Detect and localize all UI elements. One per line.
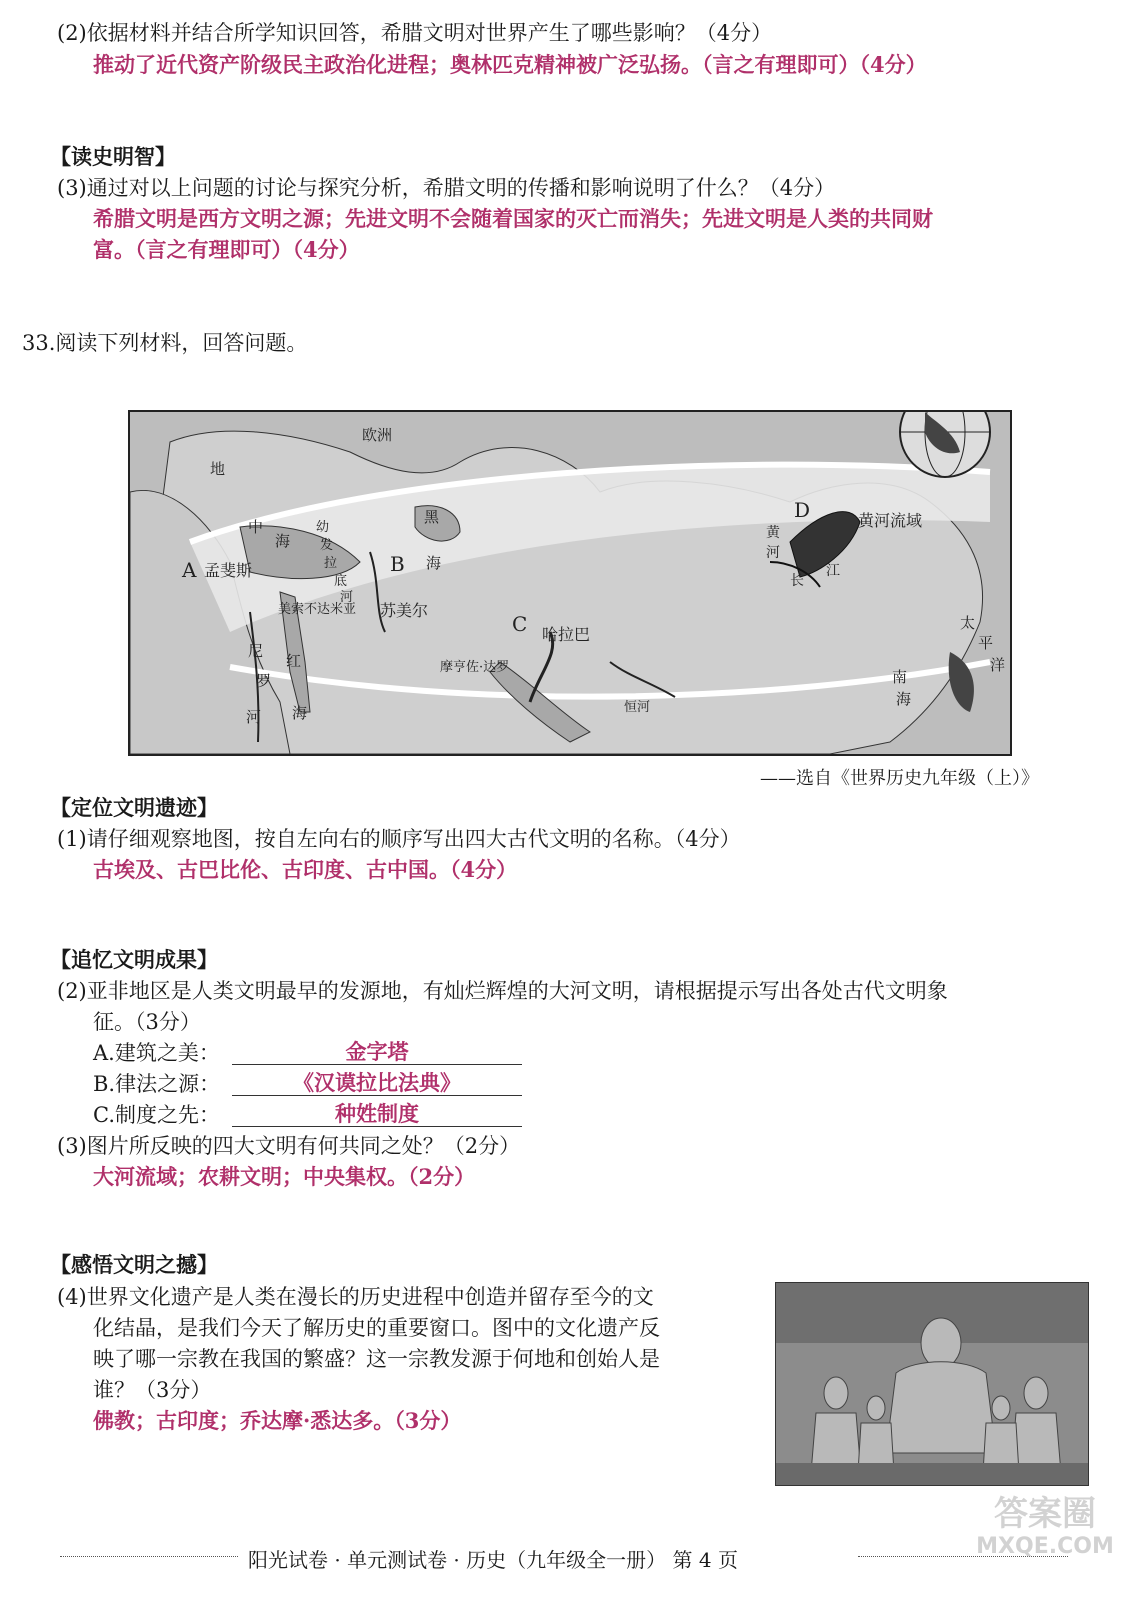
q33-1-answer: 古埃及、古巴比伦、古印度、古中国。（4分） — [93, 857, 518, 882]
map-label-ni: 尼 — [248, 642, 264, 660]
fill-a-answer: 金字塔 — [345, 1039, 409, 1064]
section-heading-ganwu: 【感悟文明之撼】 — [50, 1252, 218, 1277]
watermark-logo — [970, 1494, 1120, 1560]
map-label-chang: 长 — [790, 573, 804, 589]
map-label-la: 拉 — [324, 556, 338, 571]
map-label-jiang: 江 — [826, 563, 840, 579]
map-label-hai4: 海 — [896, 690, 912, 708]
map-label-he: 河 — [340, 590, 354, 605]
map-label-hei: 黑 — [424, 508, 440, 526]
map-label-you: 幼 — [316, 520, 330, 535]
map-label-hong: 红 — [286, 652, 302, 670]
fill-b-blank — [232, 1069, 522, 1096]
map-label-europe: 欧洲 — [362, 426, 393, 444]
q33-4-question-line1: (4)世界文化遗产是人类在漫长的历史进程中创造并留存至今的文 — [57, 1285, 654, 1309]
section-heading-dushi: 【读史明智】 — [50, 144, 176, 169]
q32-3-answer-line1: 希腊文明是西方文明之源；先进文明不会随着国家的灭亡而消失；先进文明是人类的共同财 — [93, 206, 933, 231]
q32-3-question: (3)通过对以上问题的讨论与探究分析，希腊文明的传播和影响说明了什么？（4分） — [57, 176, 836, 200]
map-label-huang: 黄 — [766, 525, 780, 541]
fill-b-answer: 《汉谟拉比法典》 — [293, 1070, 461, 1095]
map-label-mohenjo-daro: 摩亨佐·达罗 — [440, 660, 510, 675]
map-label-tai: 太 — [960, 614, 976, 632]
map-label-harappa: 哈拉巴 — [542, 625, 591, 644]
map-label-ping: 平 — [978, 634, 994, 652]
q33-title: 33.阅读下列材料，回答问题。 — [22, 331, 308, 355]
map-label-ganges: 恒河 — [624, 700, 651, 715]
map-label-he3: 河 — [766, 545, 780, 561]
map-label-he2: 河 — [246, 708, 262, 726]
map-marker-d: D — [794, 498, 811, 522]
q33-4-answer: 佛教；古印度；乔达摩·悉达多。（3分） — [93, 1408, 462, 1433]
fill-c-blank — [232, 1100, 522, 1127]
watermark-line1: 答案圈 — [994, 1494, 1096, 1534]
footer-divider-left — [60, 1556, 238, 1557]
map-label-zhong: 中 — [248, 518, 264, 536]
q32-2-answer: 推动了近代资产阶级民主政治化进程；奥林匹克精神被广泛弘扬。（言之有理即可）（4分） — [93, 52, 927, 77]
map-label-fa: 发 — [320, 538, 334, 553]
map-label-di2: 底 — [334, 574, 348, 589]
map-label-mesopotamia: 美索不达米亚 — [278, 602, 357, 617]
q33-4-question-line3: 映了哪一宗教在我国的繁盛？这一宗教发源于何地和创始人是 — [93, 1347, 660, 1371]
grotto-buddha-photo — [775, 1282, 1089, 1486]
footer-text: 阳光试卷 · 单元测试卷 · 历史（九年级全一册） 第 4 页 — [248, 1548, 738, 1572]
q33-2-question-line2: 征。（3分） — [93, 1010, 201, 1034]
fill-a-label: A.建筑之美： — [93, 1041, 220, 1065]
map-label-hai2: 海 — [426, 554, 442, 572]
map-label-memphis: 孟斐斯 — [204, 561, 253, 580]
map-graphic — [130, 412, 1010, 754]
q33-4-question-line2: 化结晶，是我们今天了解历史的重要窗口。图中的文化遗产反 — [93, 1316, 660, 1340]
map-marker-a: A — [182, 558, 197, 582]
q33-1-question: (1)请仔细观察地图，按自左向右的顺序写出四大古代文明的名称。（4分） — [57, 827, 741, 851]
q33-3-answer: 大河流域；农耕文明；中央集权。（2分） — [93, 1164, 476, 1189]
ancient-civilizations-map — [128, 410, 1012, 756]
map-label-hai3: 海 — [292, 704, 308, 722]
map-label-di: 地 — [210, 460, 226, 478]
map-label-yang: 洋 — [990, 656, 1006, 674]
q32-2-question: (2)依据材料并结合所学知识回答，希腊文明对世界产生了哪些影响？（4分） — [57, 21, 773, 45]
q33-4-question-line4: 谁？（3分） — [93, 1378, 212, 1402]
map-marker-c: C — [512, 612, 528, 636]
map-label-nan: 南 — [892, 668, 908, 686]
map-marker-b: B — [390, 552, 405, 576]
q32-3-answer-line2: 富。（言之有理即可）（4分） — [93, 237, 360, 262]
fill-a-blank — [232, 1038, 522, 1065]
fill-c-label: C.制度之先： — [93, 1103, 220, 1127]
q33-3-question: (3)图片所反映的四大文明有何共同之处？（2分） — [57, 1134, 521, 1158]
map-label-yellow-river-basin: 黄河流域 — [858, 511, 923, 530]
fill-c-answer: 种姓制度 — [335, 1101, 419, 1126]
map-label-luo: 罗 — [256, 672, 272, 690]
watermark-line2: MXQE.COM — [976, 1534, 1114, 1559]
map-source: ——选自《世界历史九年级（上）》 — [760, 768, 1039, 789]
q33-2-question-line1: (2)亚非地区是人类文明最早的发源地，有灿烂辉煌的大河文明，请根据提示写出各处古代文明象 — [57, 979, 948, 1003]
section-heading-zhuiyi: 【追忆文明成果】 — [50, 947, 218, 972]
fill-b-label: B.律法之源： — [93, 1072, 221, 1096]
grotto-buddha-graphic — [776, 1283, 1088, 1485]
map-label-sumer: 苏美尔 — [380, 601, 429, 620]
section-heading-dingwei: 【定位文明遗迹】 — [50, 795, 218, 820]
map-label-hai1: 海 — [275, 532, 291, 550]
